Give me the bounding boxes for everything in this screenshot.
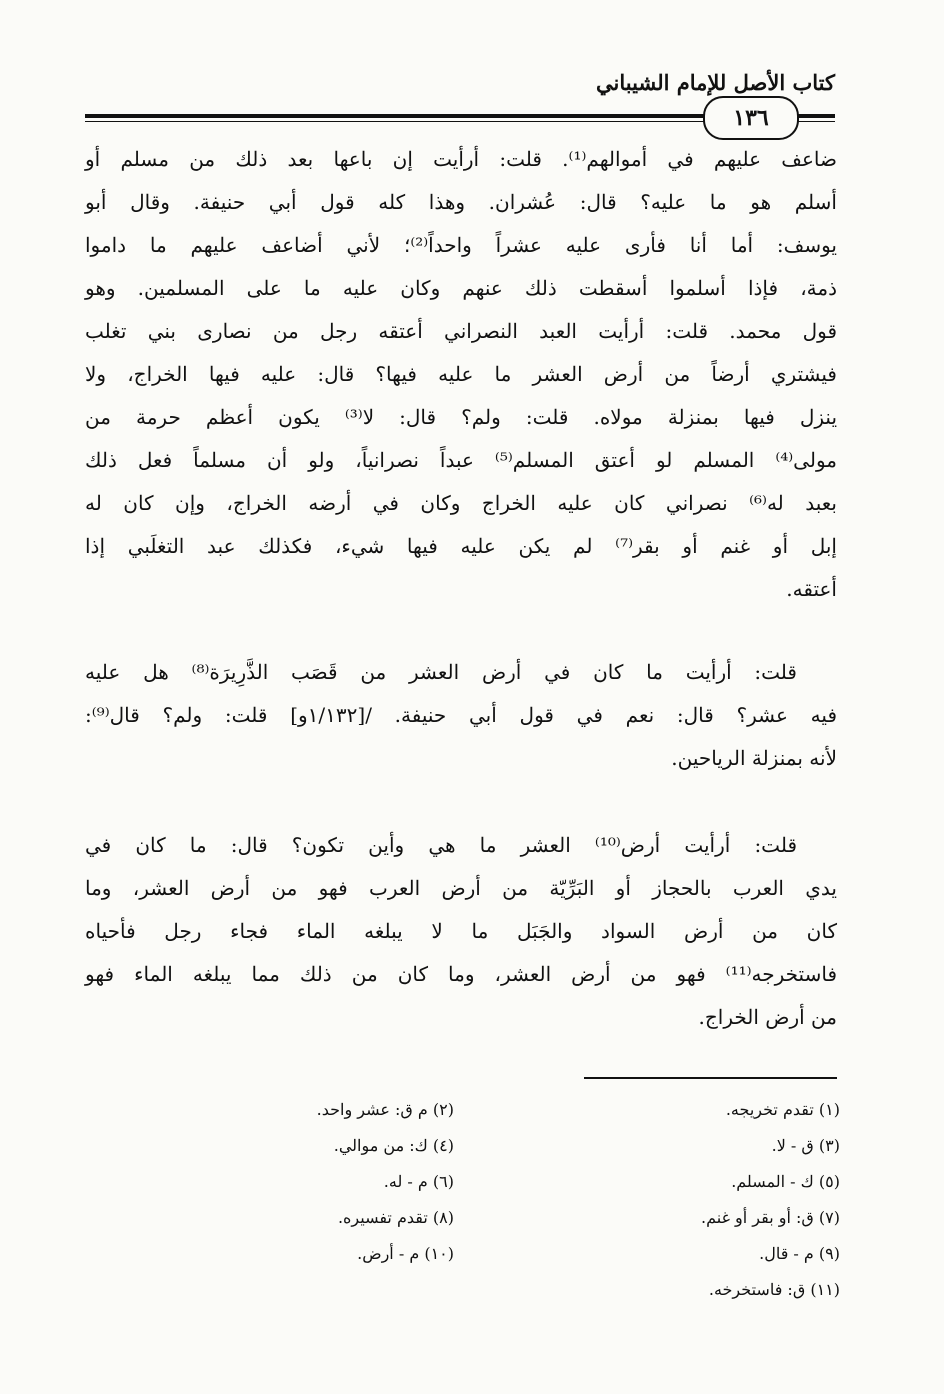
footnote: (٤) ك: من موالي. [333, 1136, 454, 1155]
footnote: (١١) ق: فاستخرخه. [708, 1280, 840, 1299]
footnote: (٦) م - له. [383, 1172, 454, 1191]
text-line: فيه عشر؟ قال: نعم في قول أبي حنيفة. /[١/١٣٢و] قلت: ولم؟ قال⁽⁹⁾: [85, 703, 838, 727]
text-line: أعتقه. [786, 577, 837, 601]
text-line: قول محمد. قلت: أرأيت العبد النصراني أعتقه رجل من نصارى بني تغلب [85, 319, 837, 343]
paragraph-gap [85, 611, 837, 651]
footnote: (٧) ق: أو بقر أو غنم. [701, 1208, 840, 1227]
paragraph [85, 138, 837, 611]
paragraph-gap [85, 780, 837, 824]
text-line: يوسف: أما أنا فأرى عليه عشراً واحداً⁽²⁾؛ لأني أضاعف عليهم ما داموا [85, 233, 837, 257]
text-line: كان من أرض السواد والجَبَل ما لا يبلغه الماء فجاء رجل فأحياه [85, 919, 837, 943]
footnote: (٣) ق - لا. [771, 1136, 840, 1155]
text-line: ضاعف عليهم في أموالهم⁽¹⁾. قلت: أرأيت إن باعها بعد ذلك من مسلم أو [85, 147, 837, 171]
footnote-separator [584, 1077, 837, 1079]
page-header [85, 70, 835, 130]
text-line: ينزل فيها بمنزلة مولاه. قلت: ولم؟ قال: لا⁽³⁾ يكون أعظم حرمة من [85, 405, 838, 429]
paragraph [85, 651, 837, 780]
text-line: لأنه بمنزلة الرياحين. [671, 746, 837, 770]
text-line: فيشتري أرضاً من أرض العشر ما عليه فيها؟ قال: عليه فيها الخراج، ولا [85, 362, 837, 386]
running-title: كتاب الأصل للإمام الشيباني [596, 70, 835, 95]
text-line: يدي العرب بالحجاز أو البَرِّيّة من أرض العرب فهو من أرض العشر، وما [85, 876, 837, 900]
footnote: (٨) تقدم تفسيره. [337, 1208, 454, 1227]
footnote: (٢) م ق: عشر واحد. [316, 1100, 454, 1119]
text-line: قلت: أرأيت ما كان في أرض العشر من قَصَب الذَّرِيرَة⁽⁸⁾ هل عليه [85, 660, 797, 684]
footnotes-right-column [580, 1092, 840, 1308]
text-line: قلت: أرأيت أرض⁽¹⁰⁾ العشر ما هي وأين تكون؟ قال: ما كان في [85, 833, 798, 857]
text-line: إبل أو غنم أو بقر⁽⁷⁾ لم يكن عليه فيها شيء، فكذلك عبد التغلَبي إذا [85, 534, 837, 558]
text-line: من أرض الخراج. [698, 1005, 837, 1029]
page-number: ١٣٦ [703, 96, 799, 140]
footnote: (١٠) م - أرض. [357, 1244, 454, 1263]
paragraph [85, 824, 837, 1039]
footnote: (٥) ك - المسلم. [731, 1172, 840, 1191]
text-line: أسلم هو ما عليه؟ قال: عُشران. وهذا كله قول أبي حنيفة. وقال أبو [85, 190, 837, 214]
text-line: ذمة، فإذا أسلموا أسقطت ذلك عنهم وكان عليه ما على المسلمين. وهو [85, 276, 837, 300]
footnotes-left-column [194, 1092, 454, 1272]
footnote: (١) تقدم تخريجه. [725, 1100, 840, 1119]
text-line: فاستخرجه⁽¹¹⁾ فهو من أرض العشر، وما كان من ذلك مما يبلغه الماء فهو [85, 962, 837, 986]
main-text [85, 138, 837, 1039]
footnote: (٩) م - قال. [759, 1244, 840, 1263]
text-line: مولى⁽⁴⁾ المسلم لو أعتق المسلم⁽⁵⁾ عبداً نصرانياً، ولو أن مسلماً فعل ذلك [85, 448, 837, 472]
text-line: بعبد له⁽⁶⁾ نصراني كان عليه الخراج وكان في أرضه الخراج، وإن كان له [85, 491, 837, 515]
